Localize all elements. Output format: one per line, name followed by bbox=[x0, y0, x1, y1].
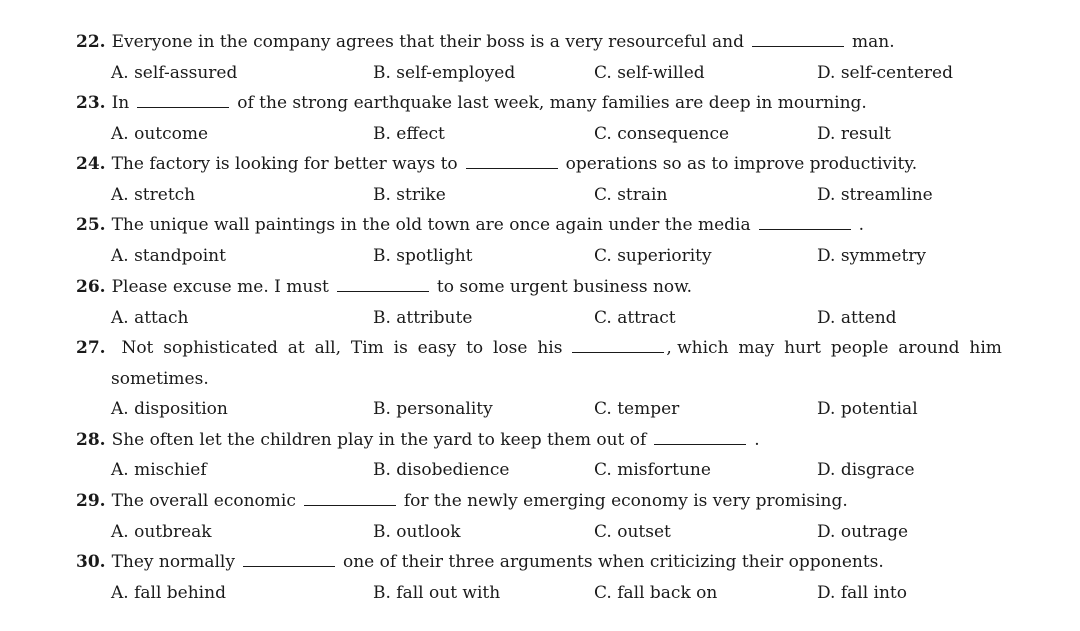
option-c: C. temper bbox=[594, 399, 680, 419]
question-text-after: . bbox=[754, 430, 760, 450]
option-c: C. consequence bbox=[594, 124, 730, 144]
question-number: 28. bbox=[76, 430, 106, 450]
question-number: 22. bbox=[76, 32, 106, 52]
question-text-before: The factory is looking for better ways to bbox=[111, 154, 458, 174]
question-word: him bbox=[969, 338, 1002, 358]
option-b: B. attribute bbox=[373, 308, 473, 328]
answer-blank bbox=[654, 431, 746, 445]
question-text-after: man. bbox=[852, 32, 895, 52]
question-text-after: one of their three arguments when criticizing their opponents. bbox=[342, 552, 884, 572]
question-number: 30. bbox=[76, 552, 106, 572]
option-b: B. effect bbox=[373, 124, 445, 144]
question-number: 26. bbox=[76, 277, 106, 297]
question-22 bbox=[76, 31, 895, 53]
option-b: B. spotlight bbox=[373, 246, 473, 266]
question-28 bbox=[76, 429, 760, 451]
question-word: is bbox=[393, 338, 408, 358]
option-a: A. self-assured bbox=[111, 63, 238, 83]
question-text-before: They normally bbox=[111, 552, 235, 572]
question-word: hurt bbox=[784, 338, 821, 358]
option-c: C. fall back on bbox=[594, 583, 718, 603]
answer-blank bbox=[137, 94, 229, 108]
question-word: easy bbox=[417, 338, 457, 358]
option-c: C. outset bbox=[594, 522, 671, 542]
option-b: B. outlook bbox=[373, 522, 461, 542]
option-c: C. superiority bbox=[594, 246, 712, 266]
question-continuation: sometimes. bbox=[111, 369, 209, 389]
question-number: 23. bbox=[76, 93, 106, 113]
option-d: D. attend bbox=[817, 308, 897, 328]
question-text-before: The unique wall paintings in the old town are once again under the media bbox=[111, 215, 751, 235]
option-d: D. result bbox=[817, 124, 891, 144]
option-b: B. self-employed bbox=[373, 63, 516, 83]
answer-blank bbox=[759, 216, 851, 230]
option-a: A. attach bbox=[111, 308, 189, 328]
option-a: A. outbreak bbox=[111, 522, 212, 542]
question-word: , which bbox=[666, 338, 729, 358]
question-text-before: She often let the children play in the yard to keep them out of bbox=[111, 430, 647, 450]
option-d: D. streamline bbox=[817, 185, 933, 205]
option-b: B. personality bbox=[373, 399, 493, 419]
question-30 bbox=[76, 551, 884, 573]
answer-blank bbox=[752, 33, 844, 47]
question-word: Not bbox=[121, 338, 154, 358]
question-number: 25. bbox=[76, 215, 106, 235]
question-27 bbox=[76, 337, 1002, 359]
question-text-before: Please excuse me. I must bbox=[111, 277, 329, 297]
question-text-after: to some urgent business now. bbox=[436, 277, 693, 297]
option-d: D. disgrace bbox=[817, 460, 915, 480]
question-word: to bbox=[466, 338, 484, 358]
question-number: 24. bbox=[76, 154, 106, 174]
question-number: 27. bbox=[76, 338, 106, 358]
question-word: his bbox=[537, 338, 563, 358]
option-b: B. disobedience bbox=[373, 460, 510, 480]
question-number: 29. bbox=[76, 491, 106, 511]
option-c: C. strain bbox=[594, 185, 668, 205]
question-word: people bbox=[830, 338, 889, 358]
question-word: all, bbox=[314, 338, 342, 358]
question-29 bbox=[76, 490, 848, 512]
question-text-after: of the strong earthquake last week, many families are deep in mourning. bbox=[237, 93, 867, 113]
question-word: Tim bbox=[350, 338, 384, 358]
question-24 bbox=[76, 153, 917, 175]
option-a: A. mischief bbox=[111, 460, 207, 480]
option-c: C. self-willed bbox=[594, 63, 705, 83]
answer-blank bbox=[243, 553, 335, 567]
option-a: A. standpoint bbox=[111, 246, 226, 266]
question-text-before: In bbox=[111, 93, 130, 113]
question-text-before: The overall economic bbox=[111, 491, 296, 511]
question-26 bbox=[76, 276, 692, 298]
option-b: B. fall out with bbox=[373, 583, 501, 603]
answer-blank bbox=[337, 278, 429, 292]
option-d: D. outrage bbox=[817, 522, 909, 542]
question-word: at bbox=[287, 338, 305, 358]
question-text-after: . bbox=[858, 215, 865, 235]
option-c: C. attract bbox=[594, 308, 676, 328]
question-word: sophisticated bbox=[163, 338, 278, 358]
question-text-after: for the newly emerging economy is very promising. bbox=[403, 491, 848, 511]
option-d: D. symmetry bbox=[817, 246, 927, 266]
question-word: lose bbox=[493, 338, 528, 358]
question-word: around bbox=[898, 338, 960, 358]
option-d: D. fall into bbox=[817, 583, 907, 603]
option-d: D. potential bbox=[817, 399, 918, 419]
option-d: D. self-centered bbox=[817, 63, 953, 83]
option-a: A. stretch bbox=[111, 185, 196, 205]
answer-blank bbox=[304, 492, 396, 506]
option-b: B. strike bbox=[373, 185, 446, 205]
option-a: A. outcome bbox=[111, 124, 209, 144]
question-25 bbox=[76, 214, 864, 236]
option-a: A. fall behind bbox=[111, 583, 226, 603]
option-c: C. misfortune bbox=[594, 460, 711, 480]
question-text-before: Everyone in the company agrees that their boss is a very resourceful and bbox=[111, 32, 744, 52]
option-a: A. disposition bbox=[111, 399, 228, 419]
question-text-after: operations so as to improve productivity. bbox=[565, 154, 918, 174]
question-word: may bbox=[738, 338, 775, 358]
answer-blank bbox=[466, 155, 558, 169]
question-23 bbox=[76, 92, 867, 114]
answer-blank bbox=[572, 339, 664, 353]
